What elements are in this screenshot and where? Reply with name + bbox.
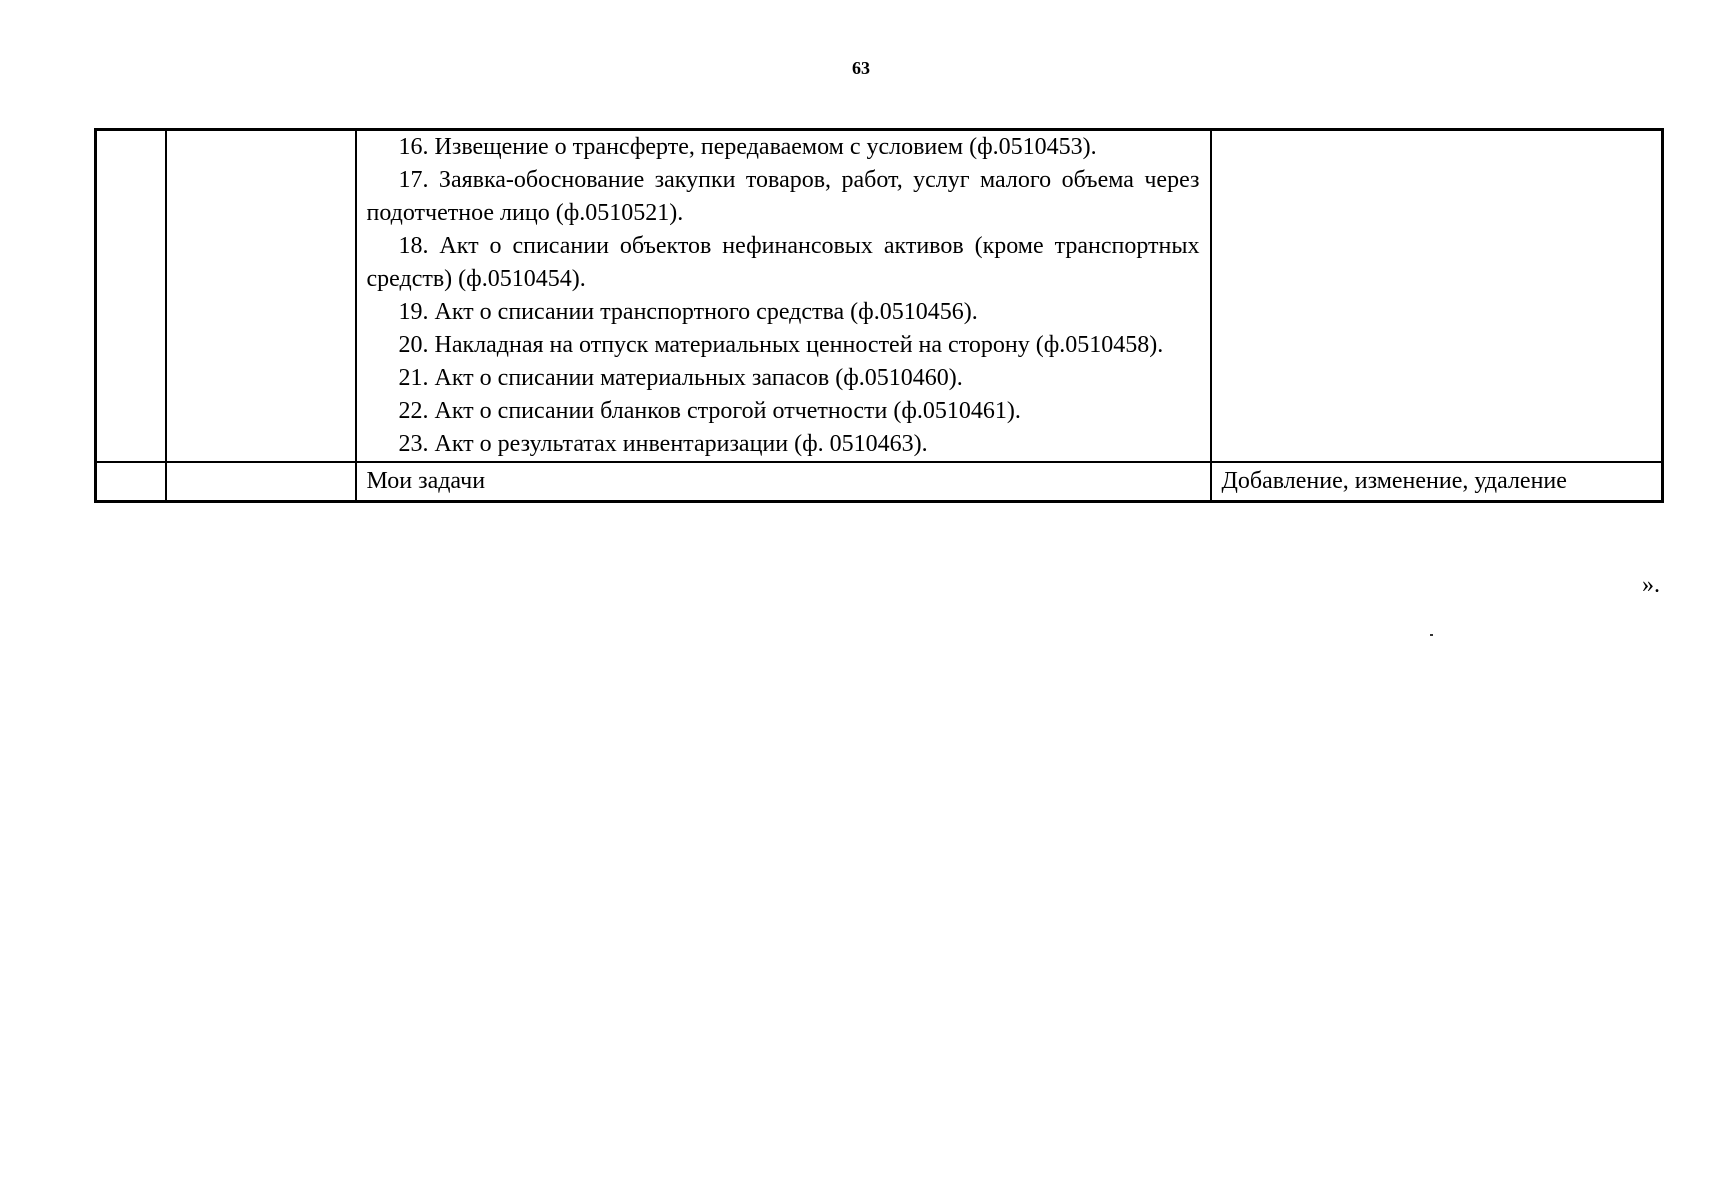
list-item: 20. Накладная на отпуск материальных ценностей на сторону (ф.0510458). bbox=[398, 332, 1164, 358]
page-number: 63 bbox=[852, 58, 870, 78]
section-cell bbox=[166, 462, 356, 502]
document-list-cell bbox=[356, 130, 1211, 463]
list-item: 19. Акт о списании транспортного средства (ф.0510456). bbox=[398, 299, 978, 325]
task-name-cell: Мои задачи bbox=[356, 462, 1211, 502]
scan-speck bbox=[1430, 634, 1433, 636]
list-item: 22. Акт о списании бланков строгой отчетности (ф.0510461). bbox=[398, 398, 1021, 424]
table-row bbox=[96, 462, 1663, 502]
list-item: 23. Акт о результатах инвентаризации (ф. 0510463). bbox=[398, 431, 928, 457]
task-action-cell: Добавление, изменение, удаление bbox=[1211, 462, 1663, 502]
list-item: 17. Заявка-обоснование закупки товаров, работ, услуг малого объема через подотчетное лицо (ф.0510521). bbox=[366, 167, 1200, 226]
number-cell bbox=[96, 130, 166, 463]
closing-quote-mark: ». bbox=[1642, 572, 1660, 598]
section-cell bbox=[166, 130, 356, 463]
rights-cell bbox=[1211, 130, 1663, 463]
list-item: 18. Акт о списании объектов нефинансовых активов (кроме транспортных средств) (ф.0510454). bbox=[366, 233, 1200, 292]
list-item: 16. Извещение о трансферте, передаваемом с условием (ф.0510453). bbox=[398, 134, 1097, 160]
number-cell bbox=[96, 462, 166, 502]
table-row bbox=[96, 130, 1663, 463]
list-item: 21. Акт о списании материальных запасов (ф.0510460). bbox=[398, 365, 963, 391]
document-table bbox=[94, 128, 1664, 503]
